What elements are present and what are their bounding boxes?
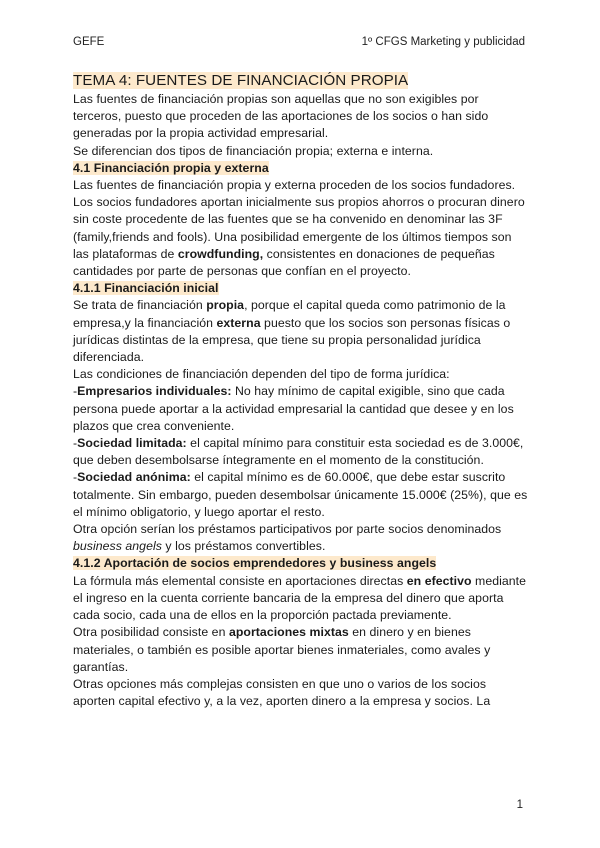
page-number: 1 — [516, 799, 523, 811]
section-4-1-paragraph-2 — [73, 194, 528, 280]
page-header — [73, 36, 525, 50]
text-run: Otra posibilidad consiste en — [73, 625, 229, 640]
text-run: y los préstamos convertibles. — [161, 539, 326, 554]
text-run: el capital mínimo para constituir esta sociedad es de 3.000€, que deben desembolsarse íntegramente en el momento de la constitución. — [73, 436, 524, 468]
bold-term-aportaciones-mixtas: aportaciones mixtas — [228, 625, 349, 640]
document-title-text: TEMA 4: FUENTES DE FINANCIACIÓN PROPIA — [73, 72, 409, 89]
text-run: La fórmula más elemental consiste en aportaciones directas — [73, 573, 407, 588]
section-4-1-2-paragraph-1 — [73, 573, 528, 625]
header-left-text: GEFE — [73, 36, 105, 48]
bold-term-externa: externa — [216, 315, 261, 330]
text-run: Otra opción serían los préstamos participativos por parte socios denominados — [73, 522, 502, 537]
section-4-1-1-paragraph-1 — [73, 297, 528, 366]
text-run: mediante el ingreso en la cuenta corriente bancaria de la empresa del dinero que aporta cada socio, cada una de ellos en la proporción pactada previamente. — [73, 573, 527, 623]
document-title — [73, 71, 528, 91]
text-run: en dinero y en bienes materiales, o también es posible aportar bienes inmateriales, como avales y garantías. — [73, 625, 491, 674]
legal-form-empresarios — [73, 383, 528, 435]
section-4-1-2-paragraph-2 — [73, 624, 528, 676]
text-run: Se trata de financiación — [73, 298, 207, 313]
text-run: - — [73, 470, 78, 485]
text-run: No hay mínimo de capital exigible, sino que cada persona puede aportar a la actividad empresarial la cantidad que desee y en los plazos que crea conveniente. — [73, 384, 514, 433]
section-4-1-2-paragraph-3: Otras opciones más complejas consisten en que uno o varios de los socios aporten capital efectivo y, a la vez, aporten dinero a la empresa y socios. La — [73, 676, 491, 709]
section-4-1-1-paragraph-3 — [73, 521, 528, 555]
italic-term-business-angels: business angels — [73, 539, 162, 554]
text-run: el capital mínimo es de 60.000€, que debe estar suscrito totalmente. Sin embargo, pueden desembolsar únicamente 15.000€ (25%), que es el mínimo obligatorio, y luego aportar el resto. — [73, 470, 528, 519]
text-run: puesto que los socios son personas físicas o jurídicas distintas de la empresa, que tiene su propia personalidad jurídica diferenciada. — [73, 315, 511, 365]
text-run: - — [73, 436, 78, 451]
section-4-1-1-heading-text: 4.1.1 Financiación inicial — [73, 281, 219, 296]
header-right-text: 1º CFGS Marketing y publicidad — [361, 36, 525, 48]
bold-term-propia: propia — [206, 298, 245, 313]
section-4-1-heading-text: 4.1 Financiación propia y externa — [73, 160, 269, 175]
intro-paragraph-2: Se diferencian dos tipos de financiación propia; externa e interna. — [73, 143, 434, 158]
section-4-1-paragraph-1: Las fuentes de financiación propia y externa proceden de los socios fundadores. — [73, 178, 516, 193]
intro-paragraph-1: Las fuentes de financiación propias son aquellas que no son exigibles por terceros, puesto que proceden de las aportaciones de los socios o han sido generadas por la propia actividad empresarial. — [73, 92, 489, 141]
bold-term-en-efectivo: en efectivo — [406, 573, 472, 588]
legal-form-sociedad-anonima — [73, 469, 528, 521]
section-4-1-2-heading — [73, 555, 528, 572]
bold-term-empresarios: Empresarios individuales: — [77, 384, 232, 399]
text-run: - — [73, 384, 78, 399]
legal-form-sociedad-limitada — [73, 435, 528, 469]
section-4-1-2-heading-text: 4.1.2 Aportación de socios emprendedores y business angels — [73, 556, 437, 571]
bold-term-crowdfunding: crowdfunding, — [177, 246, 264, 261]
bold-term-sociedad-anonima: Sociedad anónima: — [77, 470, 191, 485]
document-body — [73, 71, 528, 710]
text-run: consistentes en donaciones de pequeñas cantidades por parte de personas que confían en el proyecto. — [73, 246, 495, 279]
text-run: , porque el capital queda como patrimonio de la empresa,y la financiación — [73, 298, 506, 330]
section-4-1-1-heading — [73, 280, 528, 297]
section-4-1-heading — [73, 160, 528, 177]
section-4-1-1-paragraph-2: Las condiciones de financiación dependen del tipo de forma jurídica: — [73, 367, 450, 382]
bold-term-sociedad-limitada: Sociedad limitada: — [77, 436, 187, 451]
text-run: Los socios fundadores aportan inicialmente sus propios ahorros o procuran dinero sin coste procedente de las fuentes que se ha convenido en denominar las 3F (family,friends and fools). Una posibilidad emergente de los últimos tiempos son las plataformas de — [73, 195, 525, 261]
